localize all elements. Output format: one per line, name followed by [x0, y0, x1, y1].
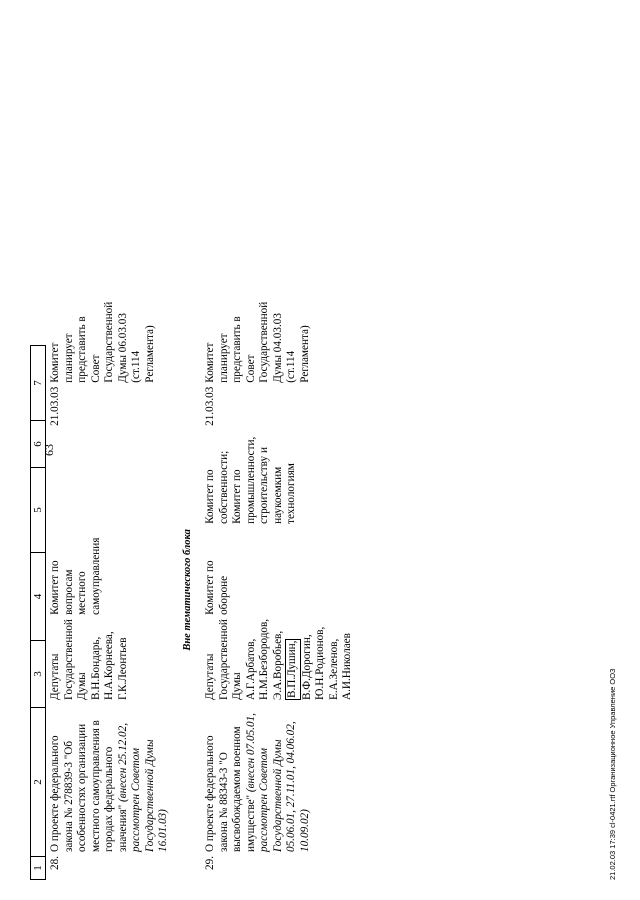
bill-title-cell — [47, 702, 171, 854]
initiator-line-boxed — [285, 619, 301, 700]
print-footer: 21.02.03 17:39 cl-0421.rtf Организационное Управление ООЗ — [608, 668, 617, 880]
table-row — [47, 300, 171, 880]
col-header-3: 3 — [31, 641, 46, 708]
initiator-line: Депутаты — [49, 653, 61, 700]
initiators-cell — [202, 617, 355, 702]
initiator-line: Н.А.Корнеева, — [103, 631, 115, 700]
col-header-2: 2 — [31, 708, 46, 857]
responsible-committee: Комитет по вопросам местного самоуправления — [49, 537, 102, 615]
col-header-1: 1 — [31, 857, 46, 880]
bill-note: (внесен 25.12.02, рассмотрен Советом Государственной Думы 16.01.03) — [116, 722, 169, 852]
initiator-line: В.Ф.Дорогин, — [300, 634, 313, 700]
col-header-7: 7 — [31, 346, 46, 421]
bill-title: О проекте федерального закона № 278839-3 "Об особенностях организации местного самоуправления в городах федерального значения" — [49, 720, 129, 852]
initiator-line: Е.А.Зеленов, — [327, 638, 340, 700]
responsible-committee: Комитет по обороне — [204, 560, 230, 615]
section-heading-row — [171, 300, 203, 880]
comment: Комитет планирует представить в Совет Государственной Думы 04.03.03 (ст.114 Регламента) — [204, 301, 311, 383]
row-number: 28. — [49, 856, 61, 870]
initiator-line: Государственной — [62, 619, 75, 700]
col-header-5: 5 — [31, 468, 46, 553]
page-number: 63 — [42, 444, 56, 456]
deadline-date: 21.03.03 — [204, 386, 216, 426]
initiators-cell — [47, 617, 171, 702]
row-number: 29. — [204, 856, 216, 870]
highlighted-name: В.П.Лушин, — [285, 639, 301, 700]
initiator-line: А.И.Николаев — [341, 633, 353, 700]
initiator-line: Думы — [76, 672, 88, 700]
initiator-line: В.Н.Бондарь, — [89, 636, 102, 700]
bill-title: О проекте федерального закона № 88343-3 "О высвобождаемом военном имуществе" — [204, 726, 257, 852]
initiator-line: Думы — [231, 672, 243, 700]
initiator-line: Н.М.Безбородов, — [258, 618, 270, 700]
initiator-line: Депутаты — [204, 653, 216, 700]
initiator-line: Г.К.Леонтьев — [116, 637, 129, 700]
col-header-4: 4 — [31, 553, 46, 641]
deadline-date: 21.03.03 — [49, 386, 61, 426]
initiator-line: Ю.Н.Родионов, — [314, 626, 326, 700]
initiator-line: Государственной — [217, 619, 230, 700]
comment: Комитет планирует представить в Совет Государственной Думы 06.03.03 (ст.114 Регламента) — [49, 301, 156, 383]
bill-note: (внесен 07.05.01, рассмотрен Советом Государственной Думы 05.06.01, 27.11.01, 04.06.02, 10.09.02) — [244, 713, 311, 852]
column-header-row — [30, 345, 46, 880]
bill-title-cell — [202, 702, 355, 854]
table-row — [202, 300, 355, 880]
col-header-6: 6 — [31, 421, 46, 468]
agenda-table — [47, 300, 355, 880]
initiator-line: А.Г.Арбатов, — [244, 638, 257, 700]
initiator-line: Э.А.Воробьев, — [271, 630, 284, 700]
co-executors — [47, 435, 171, 526]
section-heading: Вне тематического блока — [181, 529, 193, 651]
co-executors: Комитет по собственности; Комитет по промышленности, строительству и наукоемким технологиям — [204, 436, 297, 524]
